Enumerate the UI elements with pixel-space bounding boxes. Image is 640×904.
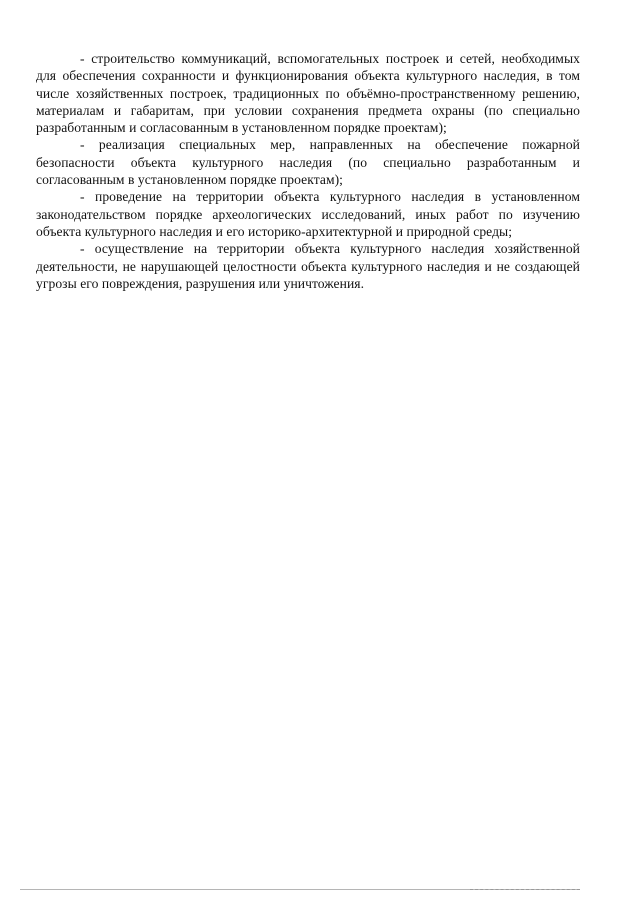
paragraph-economic-activity: - осуществление на территории объекта культурного наследия хозяйственной деятельности, не нарушающей целостности объекта культурного наследия и не создающей угрозы его повреждения, разрушения или уничтожения. <box>36 241 580 291</box>
document-body <box>36 50 580 292</box>
page-bottom-rule-dashed <box>470 889 580 890</box>
paragraph-archaeology: - проведение на территории объекта культурного наследия в установленном законодательством порядке археологических исследований, иных работ по изучению объекта культурного наследия и его историко-архитектурной и природной среды; <box>36 189 580 239</box>
paragraph-fire-safety: - реализация специальных мер, направленных на обеспечение пожарной безопасности объекта культурного наследия (по специально разработанным и согласованным в установленном порядке проектам); <box>36 137 580 188</box>
paragraph-communications: - строительство коммуникаций, вспомогательных построек и сетей, необходимых для обеспечения сохранности и функционирования объекта культурного наследия, в том числе хозяйственных построек, традиционных по объёмно-пространственному решению, материалам и габаритам, при условии сохранения предмета охраны (по специально разработанным и согласованным в установленном порядке проектам); <box>36 51 580 136</box>
